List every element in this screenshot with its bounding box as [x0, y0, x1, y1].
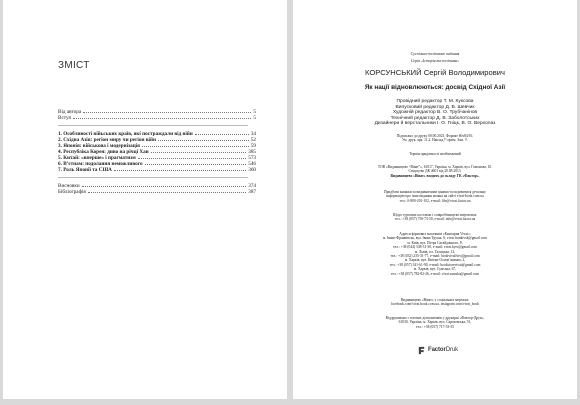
toc-entry-label: 6. В’єтнам: подолання неможливого [58, 161, 143, 167]
credit-line: Художній редактор В. О. Трубчанінов [392, 110, 478, 116]
toc-entry-page: 374 [248, 183, 256, 189]
toc-entry-label: Вступ [58, 115, 72, 121]
toc-leader-dots [73, 117, 251, 119]
toc-leader-dots [151, 151, 247, 153]
toc-list [58, 109, 256, 195]
toc-leader-dots [88, 191, 246, 193]
toc-entry-label: 5. Китай: «вперше» і прагматизм [58, 155, 136, 161]
series-label: Суспільно-політичне видання [410, 52, 460, 56]
print-spec-line: Ум. друк. арк. 11,2. Наклад !! прим. Зам. !!. [402, 138, 468, 143]
toc-entry-page: 546 [248, 161, 256, 167]
logo-text-light: Druk [445, 347, 459, 354]
toc-entry-page: 34 [250, 131, 256, 137]
order-info [293, 190, 577, 203]
toc-entry-label: Висновки [58, 183, 80, 189]
social-line: facebook.com/vivat.book.com.ua, instagram.com/vivat_book [390, 302, 480, 307]
toc-leader-dots [158, 139, 249, 141]
toc-heading: ЗМІСТ [58, 60, 90, 71]
printer-info [293, 316, 577, 329]
toc-entry-label: 2. Східна Азія: регіон миру чи регіон війн [58, 137, 156, 143]
wholesale-info [293, 213, 577, 222]
toc-entry-label: 3. Японія: військова і модернізація [58, 143, 140, 149]
toc-entry [58, 189, 256, 195]
toc-leader-dots [114, 169, 246, 171]
toc-entry-page: 387 [248, 189, 256, 195]
store-line: тел.: +38 (044) 338-31-30, e-mail: vivat.kyiv@gmail.com [393, 245, 477, 250]
toc-entry-page: 52 [250, 137, 256, 143]
toc-entry-page: 5 [253, 109, 256, 115]
store-line: м. Львів, пл. Галицька, 12, [414, 249, 456, 254]
social-links [293, 298, 577, 307]
print-specs [293, 134, 577, 143]
store-addresses [293, 232, 577, 276]
printer-line: 61030, Україна, м. Харків, вул. Саратовська, 51, [398, 320, 472, 325]
toc-leader-dots [83, 111, 251, 113]
store-line: Адреси фірмових магазинів «Книгарня Vivat»: [399, 232, 471, 236]
toc-leader-dots [138, 157, 246, 159]
credit-line: Провідний редактор Т. М. Куксова [396, 99, 474, 104]
toc-leader-dots [82, 185, 247, 187]
order-line: тел.: 0-800-201-102, e-mail: life@vivat.factor.ua [399, 198, 471, 203]
publisher-line: ТОВ «Видавництво “Віват”», 61017, Україна, м. Харків, вул. Гомонова, 10. [377, 165, 493, 169]
publisher-group-line: Видавництво «Віват» входить до складу ГК «Фактор». [390, 173, 480, 178]
toc-entry-label: Від автора [58, 109, 82, 115]
toc-entry-label: Бібліографія [58, 189, 86, 195]
right-page [293, 0, 577, 399]
store-line: м. Харків, вул. Квітки-Основ’яненка, 2, [404, 258, 466, 263]
toc-entry-page: 573 [248, 155, 256, 161]
wholesale-line: Щодо гуртових поставок і співробітництва звертатися: [392, 213, 478, 217]
toc-entry-label: 4. Республіка Корея: диво на річці Хан [58, 149, 149, 155]
toc-entry-label: 7. Роль Японії та США [58, 167, 112, 173]
toc-divider [58, 177, 248, 178]
wholesale-line: тел.: +38 (057) 750-73-50, e-mail: info@vivat.factor.ua [394, 217, 476, 222]
credit-line: Технічний редактор Д. В. Заболотських [390, 115, 480, 121]
toc-leader-dots [195, 133, 249, 135]
social-line: Видавництво «Віват» у соціальних мережах: [400, 298, 470, 302]
order-line: Придбати книжки за видавничими цінами та подивитися детальну [384, 190, 486, 194]
left-page [3, 0, 287, 399]
publisher-info [293, 165, 577, 178]
toc-entry [58, 115, 256, 121]
store-line: м. Івано-Франківськ, вул. Івана Труша, 6, vivat.frankivsk@gmail.com [382, 236, 488, 241]
toc-entry [58, 167, 256, 173]
book-title: Як нації відновлюються: досвід Східної Азії [364, 84, 506, 91]
toc-entry-page: 360 [248, 167, 256, 173]
toc-leader-dots [142, 145, 249, 147]
toc-divider [58, 125, 248, 126]
toc-entry-page: 385 [248, 149, 256, 155]
credit-line: Випусковий редактор Д. В. Шевчик [395, 104, 475, 110]
shelf-life-note: Термін придатності необмежений [409, 152, 461, 156]
store-line: тел.: +38 (057) 782-82-26, e-mail: vivat.sumska@gmail.com [390, 271, 480, 276]
printer-line: Віддруковано з готових діапозитивів у друкарні «Фактор-Друк», [385, 316, 485, 320]
store-line: тел.: +38 (032) 235-31-77, e-mail: bookvivatlviv@gmail.com [390, 254, 480, 259]
store-line: тел.: +38 (057) 341-61-90, e-mail: bookstorevivat@gmail.com [389, 262, 481, 267]
publisher-line: Свідоцтво ДК 4601 від 20.08.2013. [408, 169, 462, 174]
order-line: інформацію про інші видання можна на сайті vivat-book.com.ua [386, 194, 484, 199]
store-line: м. Харків, вул. Сумська, 67, [413, 267, 457, 272]
print-spec-line: Підписано до друку 00.00.2023. Формат 60х84/16. [396, 134, 474, 138]
store-line: м. Київ, вул. Петра Сагайдачного, 8, [407, 240, 463, 245]
toc-entry-page: 5 [253, 115, 256, 121]
logo-text-bold: Factor [428, 347, 446, 354]
toc-entry-page: 59 [250, 143, 256, 149]
factor-druk-logo-icon [417, 346, 426, 355]
toc-leader-dots [145, 163, 247, 165]
printer-line: тел.: +38 (057) 717-53-55 [416, 324, 454, 329]
editorial-credits [293, 99, 577, 127]
toc-entry-label: 1. Особливості війьських країв, які постраждали від війн [58, 131, 193, 137]
credit-line: Дизайнери й верстальники І. О. Гніцк, В. О. Верхолаз [374, 121, 496, 127]
author-name: КОРСУНСЬКИЙ Сергій Володимирович [365, 68, 505, 77]
factor-druk-logo [417, 346, 458, 355]
series-name: Серія «Історія та політика» [410, 59, 460, 63]
